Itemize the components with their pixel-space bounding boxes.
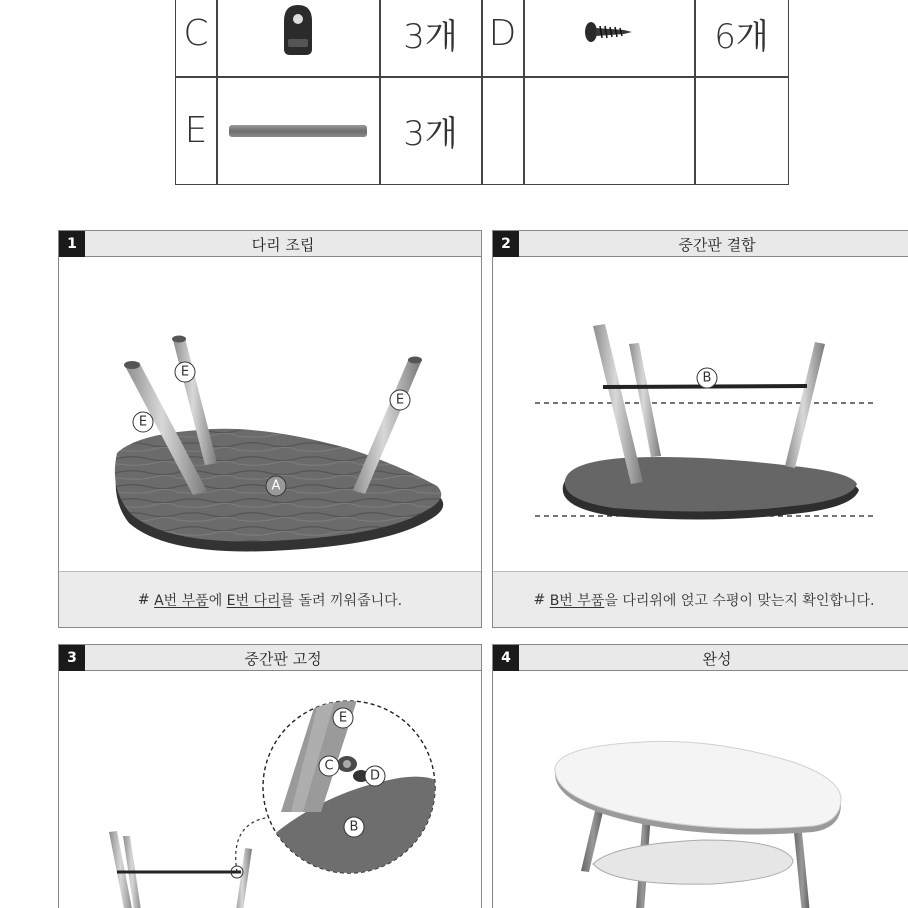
step-number: 4 xyxy=(493,645,519,671)
step-number: 3 xyxy=(59,645,85,671)
step-title: 완성 xyxy=(702,649,732,668)
step-title: 중간판 결합 xyxy=(678,235,756,254)
part-e-qty: 3개 xyxy=(403,114,458,154)
label-b: B xyxy=(349,819,359,835)
caption-part-e: E번 다리 xyxy=(226,592,281,609)
part-d-letter: D xyxy=(488,13,517,54)
part-c-qty-cell xyxy=(380,0,481,76)
step-number: 1 xyxy=(59,231,85,257)
part-e-image-cell xyxy=(217,77,379,184)
step-title: 다리 조립 xyxy=(251,235,315,254)
step-illustration xyxy=(493,672,908,908)
shelf-placement-illustration xyxy=(493,258,908,572)
step-number: 2 xyxy=(493,231,519,257)
step-header xyxy=(493,645,908,671)
step-panel-2 xyxy=(492,230,908,628)
caption-text: 에 xyxy=(208,592,227,609)
screw-icon xyxy=(584,20,634,44)
label-c: C xyxy=(324,758,334,774)
bracket-icon xyxy=(278,1,318,57)
step-illustration xyxy=(59,672,481,908)
step-header xyxy=(493,231,908,257)
caption-text: 를 돌려 끼워줍니다. xyxy=(280,592,403,609)
label-b: B xyxy=(702,370,712,386)
part-d-letter-cell xyxy=(482,0,523,76)
part-e-letter: E xyxy=(184,110,208,151)
caption-prefix: # xyxy=(137,591,155,608)
finished-table-illustration xyxy=(493,672,908,908)
part-c-letter-cell xyxy=(176,0,216,76)
step-caption xyxy=(493,571,908,627)
part-c-image-cell xyxy=(217,0,379,76)
label-a: A xyxy=(271,478,281,494)
step-header xyxy=(59,231,481,257)
step-title: 중간판 고정 xyxy=(244,649,322,668)
leg-assembly-illustration xyxy=(59,258,481,572)
step-header xyxy=(59,645,481,671)
part-e-qty-cell xyxy=(380,77,481,184)
step-illustration xyxy=(493,258,908,572)
shelf-fixing-illustration xyxy=(59,672,481,908)
step-panel-1 xyxy=(58,230,482,628)
label-e: E xyxy=(180,364,190,380)
leg-rod-icon xyxy=(227,122,369,140)
caption-part-b: B번 부품 xyxy=(549,592,605,609)
caption-prefix: # xyxy=(533,591,550,608)
label-d: D xyxy=(369,768,381,784)
caption-part-a: A번 부품 xyxy=(154,592,209,609)
step-panel-3 xyxy=(58,644,482,908)
label-e: E xyxy=(395,392,405,408)
part-d-qty: 6개 xyxy=(714,17,769,57)
step-panel-4 xyxy=(492,644,908,908)
part-c-letter: C xyxy=(183,13,209,54)
part-e-letter-cell xyxy=(176,77,216,184)
label-e: E xyxy=(338,710,348,726)
caption-text: 을 다리위에 얹고 수평이 맞는지 확인합니다. xyxy=(604,592,875,609)
part-d-image-cell xyxy=(524,0,694,76)
part-c-qty: 3개 xyxy=(403,17,458,57)
parts-table xyxy=(175,0,789,185)
label-e: E xyxy=(138,414,148,430)
step-caption xyxy=(59,571,481,627)
step-illustration xyxy=(59,258,481,572)
part-d-qty-cell xyxy=(695,0,788,76)
